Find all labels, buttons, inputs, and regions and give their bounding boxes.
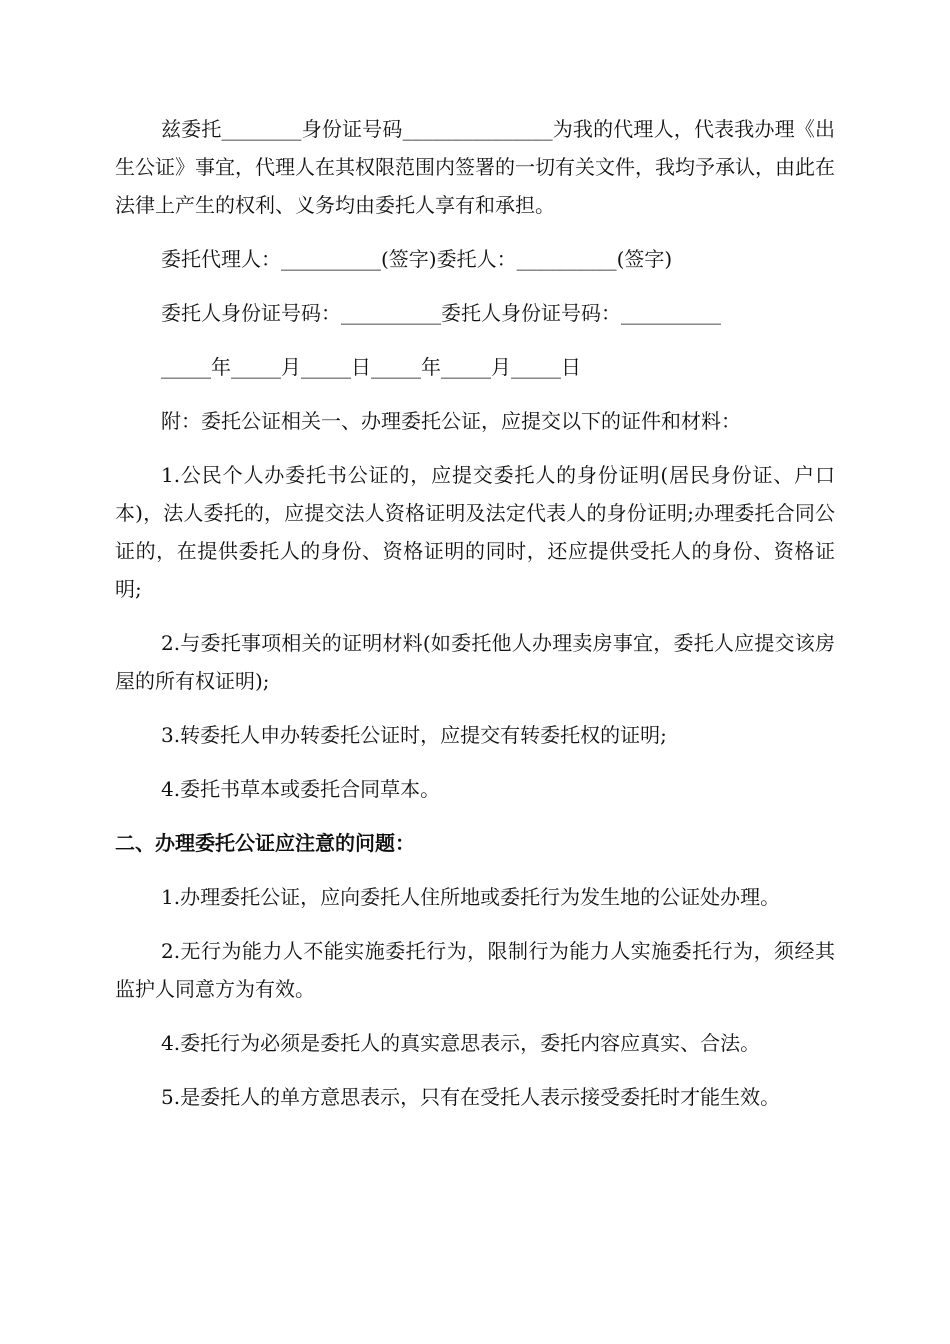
section1-item-2: 2.与委托事项相关的证明材料(如委托他人办理卖房事宜，委托人应提交该房屋的所有权证明);: [115, 631, 835, 693]
signature-line: 委托代理人：__________(签字)委托人：__________(签字): [161, 247, 673, 271]
appendix-intro: 附：委托公证相关一、办理委托公证，应提交以下的证件和材料：: [161, 409, 741, 433]
date-line: _____年_____月_____日_____年_____月_____日: [161, 355, 581, 379]
entrustment-paragraph: 兹委托________身份证号码_______________为我的代理人，代表我办理《出生公证》事宜，代理人在其权限范围内签署的一切有关文件，我均予承认，由此在法律上产生的权利、义务均由委托人享有和承担。: [115, 117, 835, 217]
section2-item-4: 4.委托行为必须是委托人的真实意思表示，委托内容应真实、合法。: [161, 1031, 761, 1055]
section2-item-5: 5.是委托人的单方意思表示，只有在受托人表示接受委托时才能生效。: [161, 1085, 781, 1109]
section2-heading: 二、办理委托公证应注意的问题：: [115, 831, 415, 855]
section1-item-1: 1.公民个人办委托书公证的，应提交委托人的身份证明(居民身份证、户口本)，法人委托的，应提交法人资格证明及法定代表人的身份证明;办理委托合同公证的，在提供委托人的身份、资格证明的同时，还应提供受托人的身份、资格证明;: [115, 463, 835, 601]
document-page: [115, 110, 835, 1116]
section2-item-2: 2.无行为能力人不能实施委托行为，限制行为能力人实施委托行为，须经其监护人同意方为有效。: [115, 939, 835, 1001]
section1-item-4: 4.委托书草本或委托合同草本。: [161, 777, 441, 801]
id-number-line: 委托人身份证号码：__________委托人身份证号码：__________: [161, 301, 721, 325]
section1-item-3: 3.转委托人申办转委托公证时，应提交有转委托权的证明;: [161, 723, 667, 747]
section2-item-1: 1.办理委托公证，应向委托人住所地或委托行为发生地的公证处办理。: [161, 885, 781, 909]
